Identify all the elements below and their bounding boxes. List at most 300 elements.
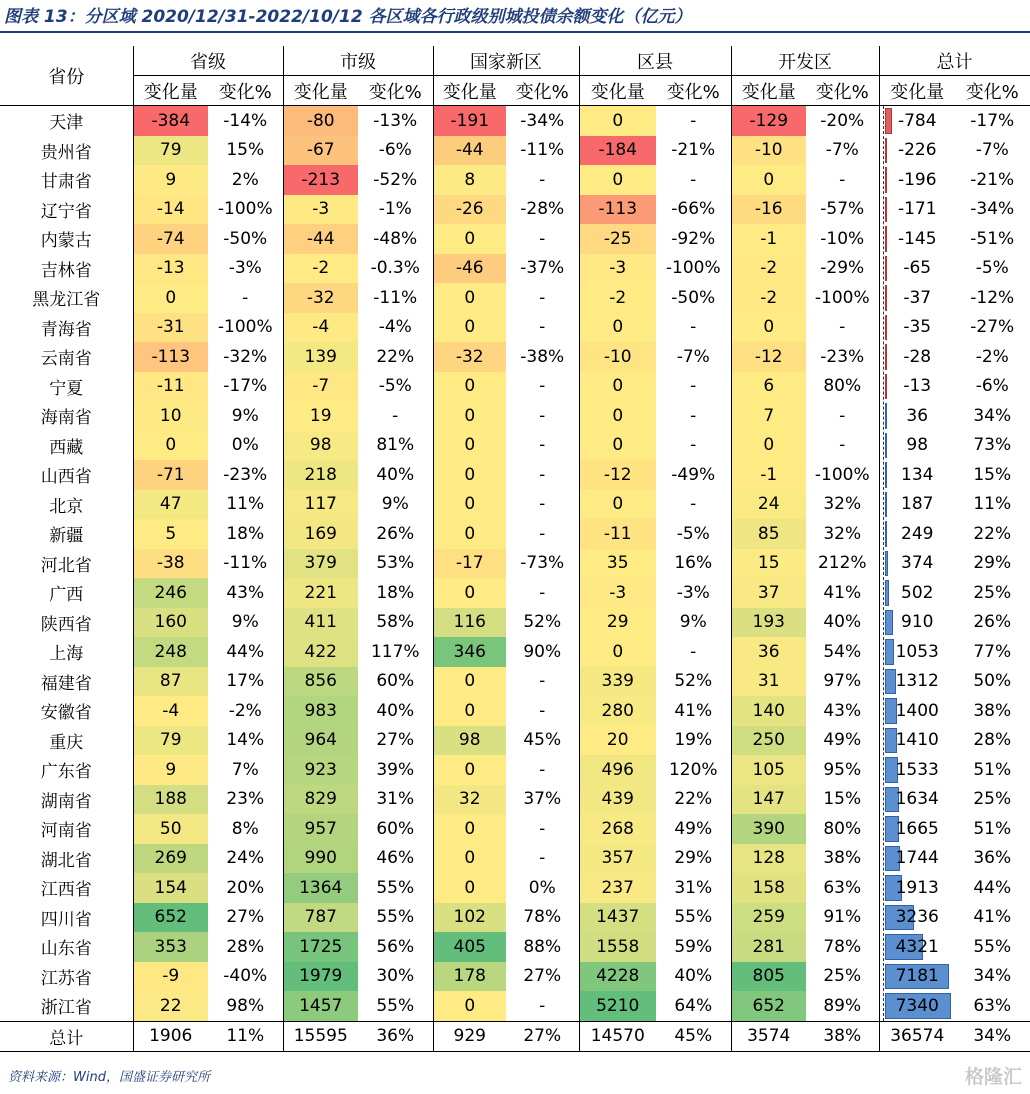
- amount-county: -3: [579, 578, 656, 608]
- total-amount: 14570: [579, 1021, 656, 1051]
- pct-county: -: [656, 165, 731, 195]
- total-bar: [885, 285, 887, 311]
- pct-devzone: 54%: [806, 637, 879, 667]
- pct-municipal: 40%: [358, 460, 433, 490]
- amount-county: 1558: [579, 932, 656, 962]
- amount-provincial: 9: [133, 165, 208, 195]
- amount-municipal: 983: [283, 696, 358, 726]
- pct-municipal: -6%: [358, 136, 433, 166]
- amount-municipal: 218: [283, 460, 358, 490]
- amount-municipal: -32: [283, 283, 358, 313]
- amount-county: 0: [579, 431, 656, 461]
- pct-newarea: -: [506, 578, 579, 608]
- total-bar: [885, 344, 887, 370]
- pct-municipal: -5%: [358, 372, 433, 402]
- pct-municipal: 56%: [358, 932, 433, 962]
- amount-county: -113: [579, 195, 656, 225]
- pct-total: 38%: [955, 696, 1030, 726]
- amount-devzone: -12: [731, 342, 806, 372]
- pct-provincial: -2%: [208, 696, 283, 726]
- province-name: 山西省: [0, 460, 133, 490]
- total-bar: [885, 492, 887, 518]
- data-table: [0, 46, 1030, 1052]
- header-row-subheaders: [0, 76, 1030, 106]
- province-name: 江苏省: [0, 962, 133, 992]
- pct-total: 25%: [955, 578, 1030, 608]
- amount-provincial: -9: [133, 962, 208, 992]
- amount-municipal: 787: [283, 903, 358, 933]
- amount-municipal: 169: [283, 519, 358, 549]
- amount-newarea: 98: [433, 726, 506, 756]
- pct-provincial: 9%: [208, 608, 283, 638]
- table-row: [0, 431, 1030, 461]
- amount-county: 0: [579, 165, 656, 195]
- pct-devzone: -57%: [806, 195, 879, 225]
- pct-total: 63%: [955, 991, 1030, 1021]
- pct-county: -: [656, 313, 731, 343]
- amount-municipal: 379: [283, 549, 358, 579]
- pct-municipal: -: [358, 401, 433, 431]
- amount-municipal: 19: [283, 401, 358, 431]
- total-amount-label: 1053: [895, 641, 939, 662]
- header-row-groups: [0, 46, 1030, 76]
- amount-municipal: 1364: [283, 873, 358, 903]
- amount-municipal: 957: [283, 814, 358, 844]
- pct-provincial: 18%: [208, 519, 283, 549]
- pct-municipal: 81%: [358, 431, 433, 461]
- amount-newarea: 0: [433, 578, 506, 608]
- amount-devzone: 652: [731, 991, 806, 1021]
- amount-total: [879, 873, 955, 903]
- province-name: 云南省: [0, 342, 133, 372]
- pct-county: -: [656, 490, 731, 520]
- pct-total: -51%: [955, 224, 1030, 254]
- province-name: 西藏: [0, 431, 133, 461]
- amount-newarea: -32: [433, 342, 506, 372]
- pct-total: 77%: [955, 637, 1030, 667]
- subheader-change-percent: 变化%: [506, 76, 579, 106]
- pct-devzone: 80%: [806, 372, 879, 402]
- pct-devzone: 80%: [806, 814, 879, 844]
- amount-newarea: -46: [433, 254, 506, 284]
- amount-municipal: 1457: [283, 991, 358, 1021]
- pct-municipal: 22%: [358, 342, 433, 372]
- pct-total: 34%: [955, 401, 1030, 431]
- amount-provincial: 248: [133, 637, 208, 667]
- amount-municipal: 98: [283, 431, 358, 461]
- amount-newarea: 0: [433, 755, 506, 785]
- pct-county: -5%: [656, 519, 731, 549]
- amount-provincial: 9: [133, 755, 208, 785]
- pct-municipal: 55%: [358, 903, 433, 933]
- amount-provincial: 246: [133, 578, 208, 608]
- amount-county: 4228: [579, 962, 656, 992]
- pct-total: 34%: [955, 962, 1030, 992]
- province-name: 河南省: [0, 814, 133, 844]
- pct-county: 22%: [656, 785, 731, 815]
- pct-county: -: [656, 106, 731, 136]
- pct-newarea: -: [506, 401, 579, 431]
- pct-municipal: 39%: [358, 755, 433, 785]
- amount-municipal: 411: [283, 608, 358, 638]
- amount-total: [879, 401, 955, 431]
- total-amount-label: -226: [897, 140, 937, 161]
- province-name: 江西省: [0, 873, 133, 903]
- amount-total: [879, 785, 955, 815]
- subheader-change-percent: 变化%: [955, 76, 1030, 106]
- amount-newarea: 405: [433, 932, 506, 962]
- table-row: [0, 578, 1030, 608]
- province-name: 辽宁省: [0, 195, 133, 225]
- table-row: [0, 224, 1030, 254]
- pct-devzone: 41%: [806, 578, 879, 608]
- amount-provincial: 353: [133, 932, 208, 962]
- total-bar: [885, 433, 887, 459]
- amount-provincial: 652: [133, 903, 208, 933]
- amount-county: 0: [579, 637, 656, 667]
- amount-devzone: 281: [731, 932, 806, 962]
- amount-newarea: 32: [433, 785, 506, 815]
- total-bar: [885, 226, 887, 252]
- amount-municipal: 829: [283, 785, 358, 815]
- amount-provincial: -113: [133, 342, 208, 372]
- amount-provincial: -71: [133, 460, 208, 490]
- total-amount: 15595: [283, 1021, 358, 1051]
- pct-provincial: 17%: [208, 667, 283, 697]
- pct-total: -34%: [955, 195, 1030, 225]
- amount-municipal: -213: [283, 165, 358, 195]
- row-header-label: 省份: [0, 46, 133, 106]
- total-amount-label: 187: [901, 494, 934, 515]
- title-rule: [0, 31, 1030, 33]
- amount-newarea: 102: [433, 903, 506, 933]
- amount-devzone: -2: [731, 283, 806, 313]
- amount-county: 0: [579, 313, 656, 343]
- total-amount-label: 98: [906, 435, 929, 456]
- amount-newarea: -26: [433, 195, 506, 225]
- pct-newarea: -: [506, 224, 579, 254]
- pct-provincial: 43%: [208, 578, 283, 608]
- pct-total: 73%: [955, 431, 1030, 461]
- subheader-change-amount: 变化量: [433, 76, 506, 106]
- pct-municipal: -4%: [358, 313, 433, 343]
- pct-devzone: 97%: [806, 667, 879, 697]
- total-amount: 929: [433, 1021, 506, 1051]
- total-bar: [885, 639, 894, 665]
- amount-provincial: 50: [133, 814, 208, 844]
- pct-county: 9%: [656, 608, 731, 638]
- pct-county: -100%: [656, 254, 731, 284]
- amount-total: [879, 667, 955, 697]
- total-pct: 34%: [955, 1021, 1030, 1051]
- amount-newarea: 0: [433, 667, 506, 697]
- amount-total: [879, 224, 955, 254]
- province-name: 北京: [0, 490, 133, 520]
- pct-devzone: -10%: [806, 224, 879, 254]
- total-amount: 1906: [133, 1021, 208, 1051]
- pct-devzone: -20%: [806, 106, 879, 136]
- pct-total: 50%: [955, 667, 1030, 697]
- table-row: [0, 903, 1030, 933]
- amount-devzone: 0: [731, 431, 806, 461]
- pct-newarea: -: [506, 460, 579, 490]
- total-amount-label: -171: [897, 199, 937, 220]
- pct-municipal: -52%: [358, 165, 433, 195]
- pct-newarea: -28%: [506, 195, 579, 225]
- total-row-label: 总计: [0, 1021, 133, 1051]
- amount-total: [879, 136, 955, 166]
- total-bar: [885, 462, 887, 488]
- amount-devzone: 36: [731, 637, 806, 667]
- amount-provincial: -31: [133, 313, 208, 343]
- subheader-change-amount: 变化量: [731, 76, 806, 106]
- pct-county: -49%: [656, 460, 731, 490]
- pct-newarea: -: [506, 755, 579, 785]
- amount-total: [879, 814, 955, 844]
- pct-provincial: 14%: [208, 726, 283, 756]
- amount-devzone: 805: [731, 962, 806, 992]
- pct-newarea: -38%: [506, 342, 579, 372]
- province-name: 甘肃省: [0, 165, 133, 195]
- amount-total: [879, 460, 955, 490]
- subheader-change-amount: 变化量: [579, 76, 656, 106]
- province-name: 河北省: [0, 549, 133, 579]
- amount-total: [879, 342, 955, 372]
- amount-county: -184: [579, 136, 656, 166]
- amount-newarea: 0: [433, 519, 506, 549]
- pct-municipal: 117%: [358, 637, 433, 667]
- pct-devzone: -23%: [806, 342, 879, 372]
- pct-provincial: 7%: [208, 755, 283, 785]
- province-name: 广西: [0, 578, 133, 608]
- amount-devzone: 37: [731, 578, 806, 608]
- table-row: [0, 401, 1030, 431]
- amount-municipal: 964: [283, 726, 358, 756]
- pct-devzone: 78%: [806, 932, 879, 962]
- pct-municipal: 27%: [358, 726, 433, 756]
- amount-devzone: 105: [731, 755, 806, 785]
- pct-municipal: 55%: [358, 991, 433, 1021]
- pct-total: 11%: [955, 490, 1030, 520]
- pct-provincial: 9%: [208, 401, 283, 431]
- pct-newarea: -: [506, 814, 579, 844]
- pct-total: 36%: [955, 844, 1030, 874]
- amount-county: 0: [579, 490, 656, 520]
- pct-municipal: 60%: [358, 667, 433, 697]
- pct-municipal: -11%: [358, 283, 433, 313]
- amount-provincial: 0: [133, 431, 208, 461]
- pct-devzone: 25%: [806, 962, 879, 992]
- group-header-county: 区县: [579, 46, 731, 76]
- amount-devzone: 7: [731, 401, 806, 431]
- pct-devzone: -: [806, 165, 879, 195]
- pct-devzone: 38%: [806, 844, 879, 874]
- total-amount-label: 1744: [895, 848, 939, 869]
- pct-county: -3%: [656, 578, 731, 608]
- table-row: [0, 785, 1030, 815]
- amount-total: [879, 195, 955, 225]
- amount-county: 1437: [579, 903, 656, 933]
- amount-municipal: -44: [283, 224, 358, 254]
- amount-provincial: 79: [133, 136, 208, 166]
- amount-county: -25: [579, 224, 656, 254]
- total-bar: [885, 108, 892, 134]
- amount-total: [879, 549, 955, 579]
- amount-provincial: 47: [133, 490, 208, 520]
- amount-total: [879, 726, 955, 756]
- pct-newarea: -: [506, 283, 579, 313]
- amount-county: 339: [579, 667, 656, 697]
- amount-county: -10: [579, 342, 656, 372]
- amount-provincial: 10: [133, 401, 208, 431]
- amount-provincial: 79: [133, 726, 208, 756]
- amount-devzone: -16: [731, 195, 806, 225]
- province-name: 浙江省: [0, 991, 133, 1021]
- amount-newarea: 346: [433, 637, 506, 667]
- subheader-change-amount: 变化量: [133, 76, 208, 106]
- amount-devzone: -129: [731, 106, 806, 136]
- pct-municipal: 46%: [358, 844, 433, 874]
- province-name: 湖南省: [0, 785, 133, 815]
- pct-devzone: -: [806, 401, 879, 431]
- total-amount-label: 134: [901, 464, 934, 485]
- amount-total: [879, 165, 955, 195]
- amount-county: 496: [579, 755, 656, 785]
- amount-newarea: 0: [433, 313, 506, 343]
- province-name: 安徽省: [0, 696, 133, 726]
- table-row: [0, 342, 1030, 372]
- total-amount-label: 1410: [895, 730, 939, 751]
- total-pct: 11%: [208, 1021, 283, 1051]
- amount-county: -3: [579, 254, 656, 284]
- pct-devzone: 32%: [806, 490, 879, 520]
- pct-newarea: -: [506, 372, 579, 402]
- table-row: [0, 490, 1030, 520]
- pct-county: 120%: [656, 755, 731, 785]
- pct-county: -: [656, 637, 731, 667]
- table-row: [0, 460, 1030, 490]
- amount-devzone: 193: [731, 608, 806, 638]
- pct-total: 51%: [955, 755, 1030, 785]
- amount-devzone: 15: [731, 549, 806, 579]
- total-amount-label: 36: [906, 405, 929, 426]
- amount-devzone: -1: [731, 224, 806, 254]
- pct-municipal: 26%: [358, 519, 433, 549]
- amount-newarea: 0: [433, 991, 506, 1021]
- pct-provincial: -100%: [208, 313, 283, 343]
- amount-county: 0: [579, 106, 656, 136]
- pct-county: 31%: [656, 873, 731, 903]
- amount-county: -12: [579, 460, 656, 490]
- total-bar: [885, 551, 888, 577]
- amount-municipal: 1979: [283, 962, 358, 992]
- pct-municipal: 30%: [358, 962, 433, 992]
- amount-total: [879, 608, 955, 638]
- amount-municipal: 923: [283, 755, 358, 785]
- amount-county: 237: [579, 873, 656, 903]
- pct-devzone: -100%: [806, 283, 879, 313]
- pct-devzone: -7%: [806, 136, 879, 166]
- subheader-change-amount: 变化量: [283, 76, 358, 106]
- amount-total: [879, 313, 955, 343]
- pct-newarea: -: [506, 490, 579, 520]
- total-amount-label: -13: [903, 376, 932, 397]
- pct-total: 26%: [955, 608, 1030, 638]
- pct-total: 44%: [955, 873, 1030, 903]
- pct-newarea: -: [506, 313, 579, 343]
- pct-county: -66%: [656, 195, 731, 225]
- total-bar: [885, 521, 887, 547]
- pct-county: 49%: [656, 814, 731, 844]
- amount-newarea: 0: [433, 696, 506, 726]
- amount-devzone: 0: [731, 165, 806, 195]
- amount-devzone: -1: [731, 460, 806, 490]
- pct-total: -17%: [955, 106, 1030, 136]
- total-bar: [885, 315, 887, 341]
- amount-provincial: 22: [133, 991, 208, 1021]
- province-name: 新疆: [0, 519, 133, 549]
- pct-provincial: 0%: [208, 431, 283, 461]
- amount-total: [879, 283, 955, 313]
- amount-devzone: 250: [731, 726, 806, 756]
- total-amount-label: -35: [903, 317, 932, 338]
- pct-provincial: 20%: [208, 873, 283, 903]
- amount-municipal: 139: [283, 342, 358, 372]
- amount-newarea: 0: [433, 431, 506, 461]
- amount-total: [879, 755, 955, 785]
- pct-provincial: -14%: [208, 106, 283, 136]
- table-row: [0, 814, 1030, 844]
- pct-county: -: [656, 431, 731, 461]
- pct-total: -21%: [955, 165, 1030, 195]
- amount-provincial: 160: [133, 608, 208, 638]
- pct-newarea: -34%: [506, 106, 579, 136]
- pct-county: 29%: [656, 844, 731, 874]
- pct-county: -21%: [656, 136, 731, 166]
- pct-newarea: 52%: [506, 608, 579, 638]
- amount-county: 439: [579, 785, 656, 815]
- province-name: 宁夏: [0, 372, 133, 402]
- total-bar: [885, 197, 887, 223]
- total-amount-label: 4321: [895, 936, 939, 957]
- pct-provincial: 27%: [208, 903, 283, 933]
- pct-provincial: 98%: [208, 991, 283, 1021]
- table-row: [0, 313, 1030, 343]
- amount-total: [879, 431, 955, 461]
- group-header-total: 总计: [879, 46, 1030, 76]
- pct-newarea: -: [506, 519, 579, 549]
- amount-newarea: 178: [433, 962, 506, 992]
- total-amount: 3574: [731, 1021, 806, 1051]
- total-bar: [885, 374, 887, 400]
- province-name: 四川省: [0, 903, 133, 933]
- pct-county: -50%: [656, 283, 731, 313]
- amount-total: [879, 637, 955, 667]
- pct-municipal: -13%: [358, 106, 433, 136]
- table-row: [0, 136, 1030, 166]
- pct-municipal: -48%: [358, 224, 433, 254]
- pct-newarea: 88%: [506, 932, 579, 962]
- total-pct: 27%: [506, 1021, 579, 1051]
- province-name: 吉林省: [0, 254, 133, 284]
- amount-municipal: 1725: [283, 932, 358, 962]
- pct-provincial: 2%: [208, 165, 283, 195]
- amount-county: 29: [579, 608, 656, 638]
- table-row: [0, 106, 1030, 136]
- amount-total: [879, 106, 955, 136]
- pct-county: 16%: [656, 549, 731, 579]
- amount-provincial: 188: [133, 785, 208, 815]
